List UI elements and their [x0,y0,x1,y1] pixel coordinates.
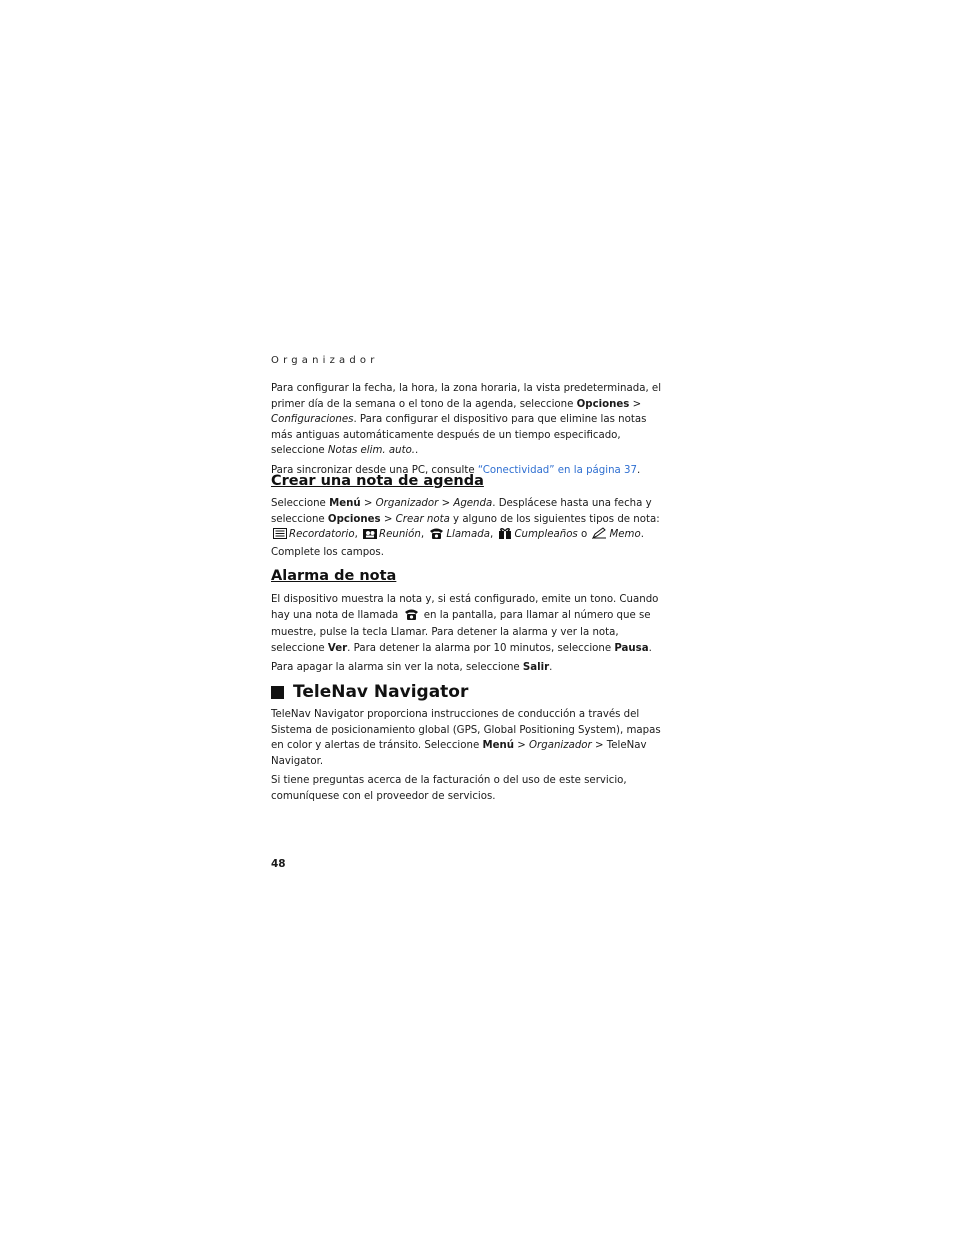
intro-paragraph-2: Para sincronizar desde una PC, consulte “Conectividad” en la página 37. [271,464,641,476]
crear-nota-paragraph: Seleccione Menú > Organizador > Agenda. Desplácese hasta una fecha y seleccione Opciones > Crear nota y alguno de los siguientes tipos de nota: Recordatorio, Reunión, Llamada, Cumpleaños o Memo. Complete los campos. [271,498,660,558]
conectividad-link[interactable]: “Conectividad” en la página 37 [477,464,637,476]
intro-paragraph-1: Para configurar la fecha, la hora, la zona horaria, la vista predeterminada, el primer día de la semana o el tono de la agenda, seleccione Opciones > Configuraciones. Para configurar el dispositivo para que elimine las notas más antiguas automáticamente después de un tiempo especificado, seleccione Notas elim. auto.. [271,383,662,457]
page-number: 48 [271,858,286,870]
notas-elim-term: Notas elim. auto. [327,445,416,457]
meeting-icon [363,528,377,545]
alarma-nota-block [271,592,671,676]
crear-nota-heading: Crear una nota de agenda [271,473,484,489]
alarma-paragraph-1: El dispositivo muestra la nota y, si está configurado, emite un tono. Cuando hay una nota de llamada en la pantalla, para llamar al número que se muestre, pulse la tecla Llamar. Para detener la alarma y ver la nota, seleccione Ver. Para detener la alarma por 10 minutos, seleccione Pausa. [271,594,659,654]
telenav-paragraph-1: TeleNav Navigator proporciona instrucciones de conducción a través del Sistema de posicionamiento global (GPS, Global Positioning System), mapas en color y alertas de tránsito. Seleccione Menú > Organizador > TeleNav Navigator. [271,709,661,767]
telenav-paragraph-2: Si tiene preguntas acerca de la facturación o del uso de este servicio, comuníquese con el proveedor de servicios. [271,775,627,802]
section-square-icon [271,686,284,699]
alarma-paragraph-2: Para apagar la alarma sin ver la nota, seleccione Salir. [271,662,553,674]
alarma-nota-heading: Alarma de nota [271,568,397,584]
telenav-heading: TeleNav Navigator [271,682,468,702]
configuraciones-term: Configuraciones [271,414,354,426]
telenav-block [271,707,671,805]
phone-icon [404,608,419,626]
running-head: Organizador [271,355,379,366]
note-list-icon [273,528,287,545]
crear-nota-block [271,496,671,560]
intro-block [271,381,671,479]
pen-icon [592,527,607,545]
phone-icon [429,527,444,545]
opciones-term: Opciones [576,398,630,410]
gift-icon [498,527,512,545]
